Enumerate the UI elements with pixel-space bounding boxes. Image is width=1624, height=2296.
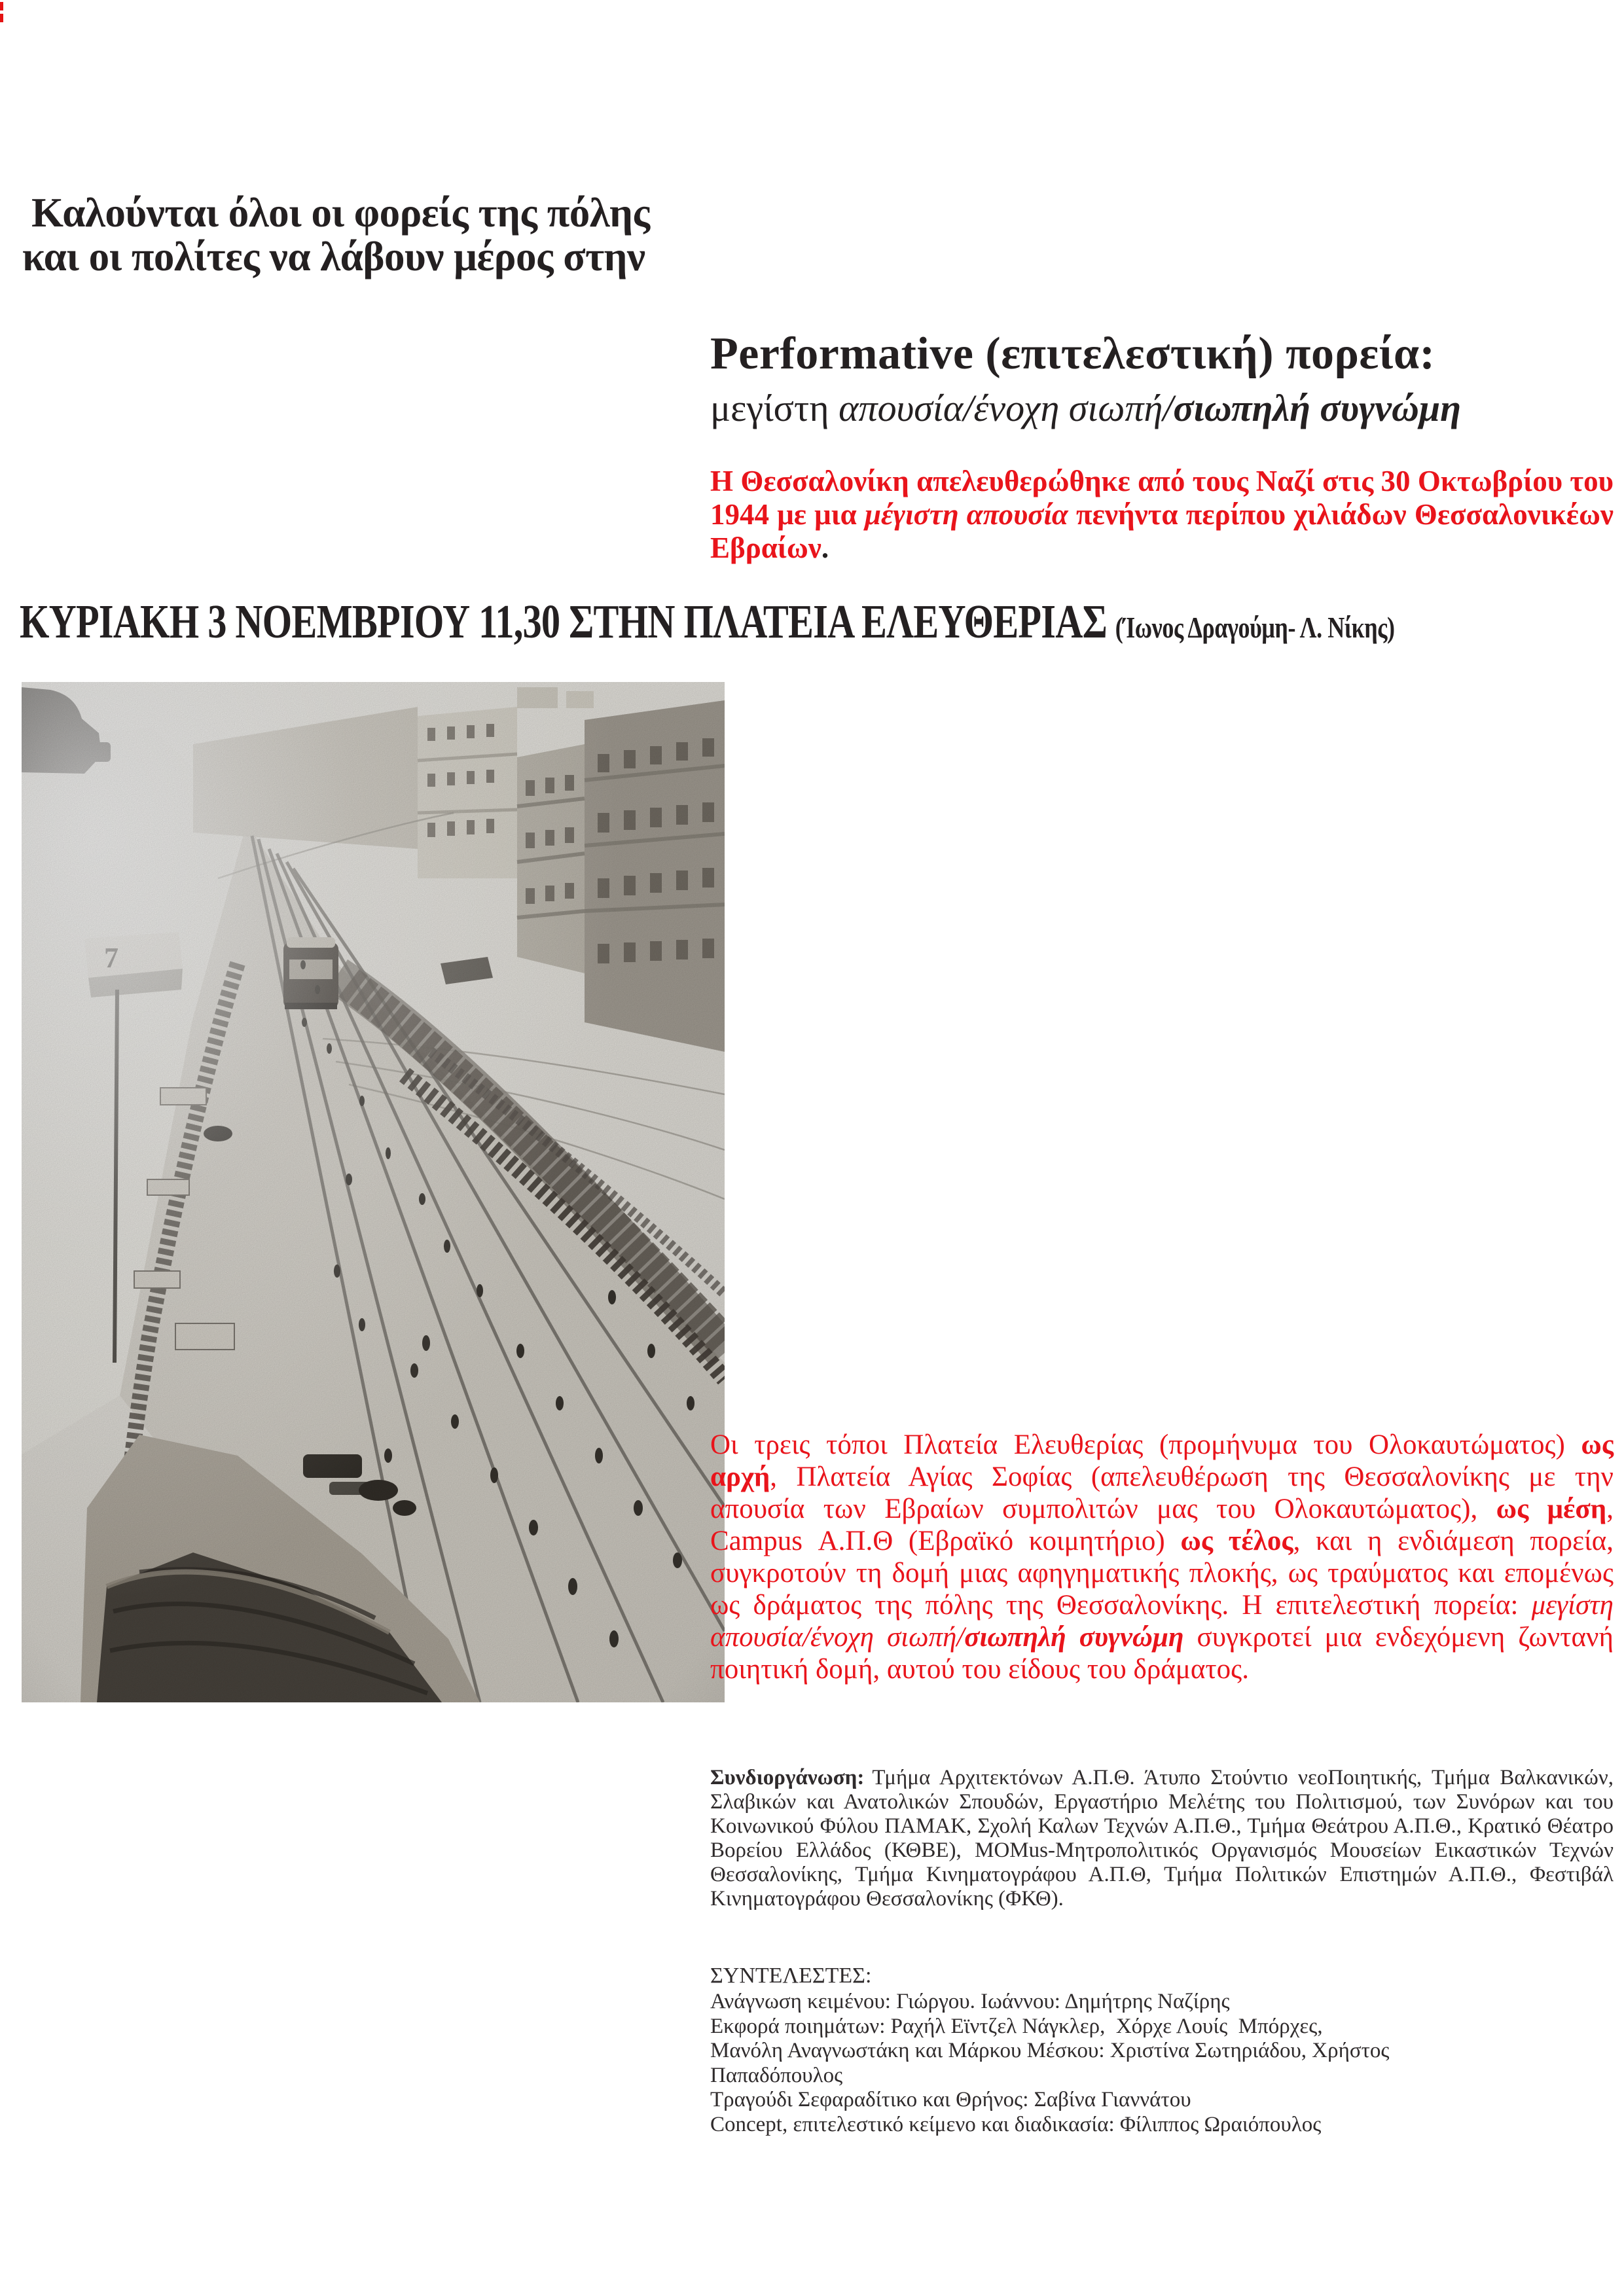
event-title: Performative (επιτελεστική) πορεία: (710, 329, 1435, 379)
lead-period: . (821, 531, 829, 564)
essay-italic: μεγίστη απουσία/ένοχη σιωπή/ (710, 1590, 1614, 1653)
date-location-line (20, 594, 1395, 649)
credit-line: Ανάγνωση κειμένου: Γιώργου. Ιωάννου: Δημήτρης Ναζίρης (710, 1990, 1230, 2013)
credit-line: Τραγούδι Σεφαραδίτικο και Θρήνος: Σαβίνα Γιαννάτου (710, 2088, 1191, 2111)
historic-photo-liberation-1944 (22, 682, 725, 1702)
invitation-headline (22, 191, 650, 279)
credits-heading: ΣΥΝΤΕΛΕΣΤΕΣ: (710, 1964, 872, 1988)
essay-text: Οι τρεις τόποι Πλατεία Ελευθερίας (προμήνυμα του Ολοκαυτώματος) (710, 1429, 1581, 1460)
essay-text: , Πλατεία Αγίας Σοφίας (απελευθέρωση της Θεσσαλονίκης με την απουσία των Εβραίων συμπολιτών μας του Ολοκαυτώματος), (710, 1462, 1614, 1524)
credit-line: Εκφορά ποιημάτων: Ραχήλ Εϊντζελ Νάγκλερ, Χόρχε Λουίς Μπόρχες, (710, 2014, 1323, 2038)
credit-line: Μανόλη Αναγνωστάκη και Μάρκου Μέσκου: Χριστίνα Σωτηριάδου, Χρήστος (710, 2039, 1390, 2062)
lead-text: Η Θεσσαλονίκη απελευθερώθηκε από τους Ναζί στις 30 Οκτωβρίου του 1944 με μια (710, 465, 1614, 531)
credit-line: Concept, επιτελεστικό κείμενο και διαδικασία: Φίλιππος Ωραιόπουλος (710, 2112, 1322, 2136)
essay-paragraph (710, 1429, 1614, 1685)
essay-text: , Campus Α.Π.Θ (Εβραϊκό κοιμητήριο) (710, 1494, 1614, 1556)
historic-photo-illustration (22, 682, 725, 1702)
photo-grain (22, 682, 725, 1702)
organisers-paragraph (710, 1766, 1614, 1911)
subtitle-italic: απουσία/ένοχη σιωπή/ (839, 387, 1174, 429)
invitation-line-2: και οι πολίτες να λάβουν μέρος στην (22, 234, 645, 279)
credits-list (710, 1990, 1620, 2137)
essay-bold: ως τέλος (1180, 1526, 1293, 1556)
print-edge-mark (0, 14, 3, 22)
organisers-label: Συνδιοργάνωση: (710, 1766, 865, 1789)
event-subtitle (710, 387, 1621, 429)
subtitle-bold-italic: σιωπηλή συγνώμη (1173, 387, 1461, 429)
essay-bold: ως αρχή (710, 1429, 1614, 1492)
lead-italic: μέγιστη απουσία (864, 498, 1068, 531)
lead-text-end: πενήντα περίπου χιλιάδων Θεσσαλονικέων Εβραίων (710, 498, 1614, 564)
organisers-text: Τμήμα Αρχιτεκτόνων Α.Π.Θ. Άτυπο Στούντιο νεοΠοιητικής, Τμήμα Βαλκανικών, Σλαβικών και Ανατολικών Σπουδών, Εργαστήριο Μελέτης του Πολιτισμού, των Συνόρων και του Κοινωνικού Φύλου ΠΑΜΑΚ, Σχολή Καλων Τεχνών Α.Π.Θ., Τμήμα Θεάτρου Α.Π.Θ., Κρατικό Θέατρο Βορείου Ελλάδος (ΚΘΒΕ), MOMus-Μητροπολιτικός Οργανισμός Μουσείων Εικαστικών Τεχνών Θεσσαλονίκης, Τμήμα Κινηματογράφου Α.Π.Θ, Τμήμα Πολιτικών Επιστημών Α.Π.Θ., Φεστιβάλ Κινηματογράφου Θεσσαλονίκης (ΦΚΘ). (710, 1766, 1614, 1910)
essay-text: , και η ενδιάμεση πορεία, συγκροτούν τη δομή μιας αφηγηματικής πλοκής, ως τραύματος και επομένως ως δράματος της πόλης της Θεσσαλονίκης. Η επιτελεστική πορεία: (710, 1526, 1614, 1621)
invitation-line-1: Καλούνται όλοι οι φορείς της πόλης (31, 190, 650, 236)
essay-text: συγκροτεί μια ενδεχόμενη ζωντανή ποιητική δομή, αυτού του είδους του δράματος. (710, 1622, 1614, 1685)
essay-bold-italic: σιωπηλή συγνώμη (964, 1622, 1184, 1653)
date-location-venue: (Ίωνος Δραγούμη- Λ. Νίκης) (1115, 611, 1395, 644)
essay-bold: ως μέση (1496, 1494, 1607, 1524)
credit-line: Παπαδόπουλος (710, 2063, 843, 2087)
date-location-main: ΚΥΡΙΑΚΗ 3 ΝΟΕΜΒΡΙΟΥ 11,30 ΣΤΗΝ ΠΛΑΤΕΙΑ ΕΛΕΥΘΕΡΙΑΣ (20, 595, 1107, 648)
subtitle-plain: μεγίστη (710, 387, 839, 429)
print-edge-mark (0, 2, 3, 10)
lead-paragraph (710, 465, 1614, 565)
